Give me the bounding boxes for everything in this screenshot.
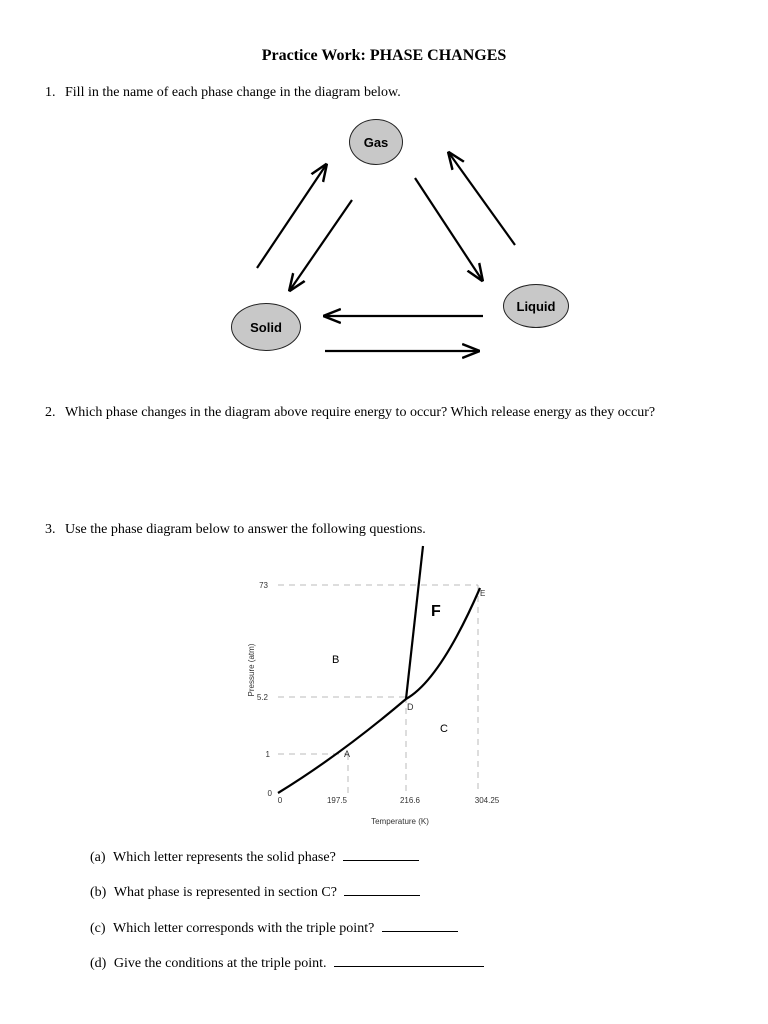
melting-curve [406, 546, 423, 699]
question-2-text: Which phase changes in the diagram above require energy to occur? Which release energy as they occur? [65, 405, 656, 420]
gas-label: Gas [363, 134, 389, 150]
question-2 [45, 405, 655, 421]
question-1-number: 1. [45, 85, 56, 100]
x-tick-197-5: 197.5 [326, 796, 348, 805]
region-label-b: B [332, 654, 340, 666]
solid-label: Solid [250, 319, 282, 335]
solid-oval [231, 303, 301, 351]
point-label-d: D [407, 702, 414, 712]
sublimation-curve [278, 699, 406, 793]
y-tick-5-2: 5.2 [256, 693, 268, 702]
x-tick-0: 0 [277, 796, 283, 805]
y-tick-1: 1 [265, 750, 270, 759]
subquestion-d-label: (d) [90, 956, 107, 971]
x-axis-label: Temperature (K) [371, 817, 429, 826]
answer-blank-b[interactable] [344, 883, 420, 896]
answer-blank-a[interactable] [343, 848, 419, 861]
y-tick-73: 73 [259, 581, 268, 590]
answer-blank-d[interactable] [334, 954, 484, 967]
subquestion-a [90, 848, 419, 866]
subquestion-a-label: (a) [90, 850, 106, 865]
question-3-text: Use the phase diagram below to answer the following questions. [65, 522, 426, 537]
subquestion-d-text: Give the conditions at the triple point. [113, 956, 327, 971]
y-axis-label: Pressure (atm) [247, 643, 256, 697]
liquid-label: Liquid [516, 298, 556, 314]
subquestion-c-text: Which letter corresponds with the triple point? [113, 921, 375, 936]
region-label-f: F [431, 603, 441, 620]
x-tick-216-6: 216.6 [399, 796, 421, 805]
subquestion-c [90, 919, 458, 937]
liquid-oval [503, 284, 569, 328]
phase-diagram [230, 540, 520, 835]
subquestion-a-text: Which letter represents the solid phase? [113, 850, 336, 865]
arrow-liquid-to-gas [449, 153, 515, 245]
gas-oval [349, 119, 403, 165]
answer-blank-c[interactable] [382, 919, 458, 932]
arrow-gas-to-solid [290, 200, 352, 290]
point-label-a: A [344, 749, 351, 759]
question-3 [45, 522, 426, 538]
subquestion-c-label: (c) [90, 921, 106, 936]
subquestion-b-label: (b) [90, 885, 107, 900]
subquestion-b [90, 883, 420, 901]
question-2-number: 2. [45, 405, 56, 420]
question-3-number: 3. [45, 522, 56, 537]
question-1-text: Fill in the name of each phase change in the diagram below. [65, 85, 401, 100]
x-tick-304-25: 304.25 [474, 796, 500, 805]
subquestion-d [90, 954, 484, 972]
page-title: Practice Work: PHASE CHANGES [261, 47, 507, 64]
region-label-c: C [440, 723, 448, 735]
phase-change-cycle-diagram [0, 0, 768, 380]
subquestion-b-text: What phase is represented in section C? [113, 885, 337, 900]
y-tick-0: 0 [267, 789, 272, 798]
arrow-gas-to-liquid [415, 178, 482, 280]
point-label-e: E [480, 589, 486, 598]
